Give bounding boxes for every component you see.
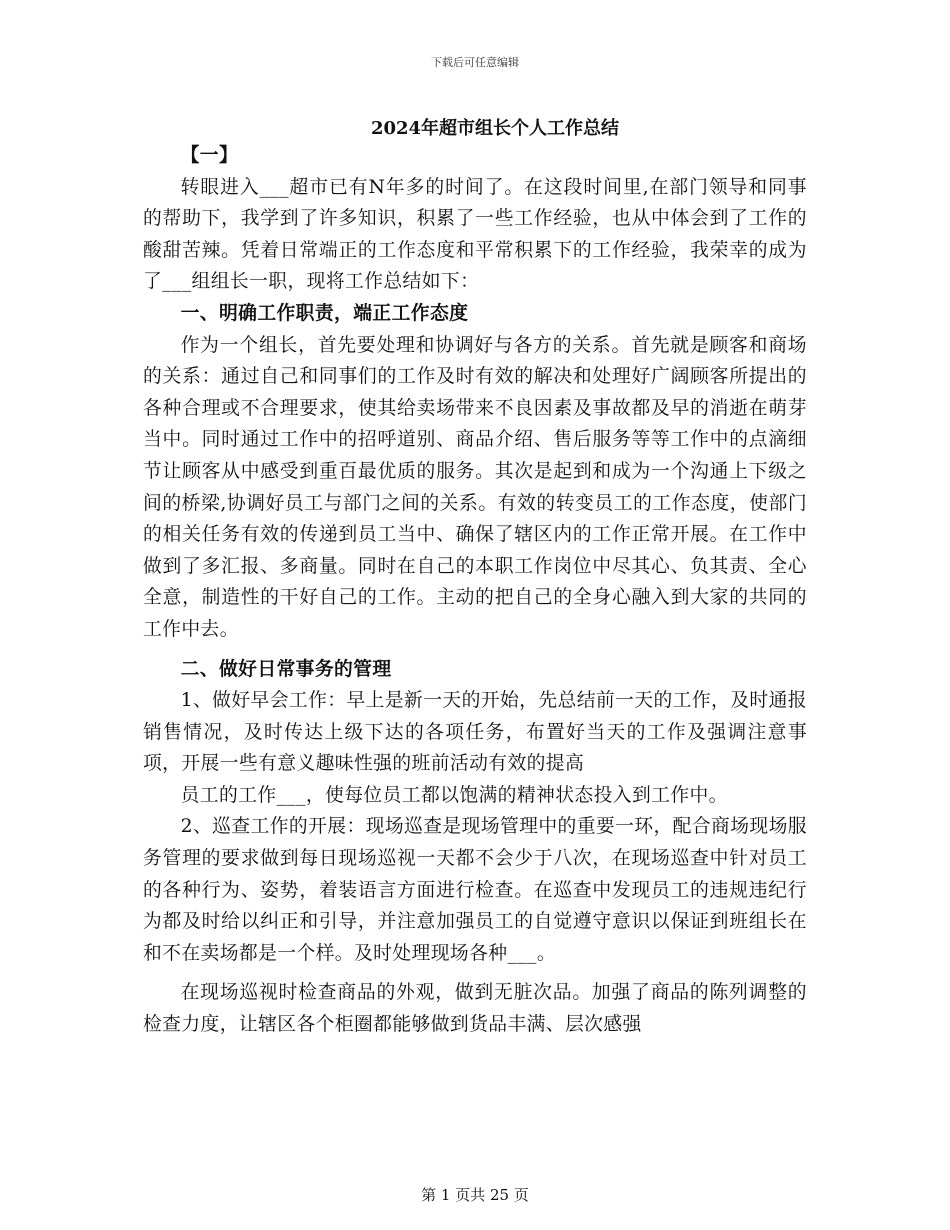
page-header-note: 下载后可任意编辑 (431, 56, 519, 69)
body-paragraph: 员工的工作___，使每位员工都以饱满的精神状态投入到工作中。 (180, 784, 728, 806)
section-marker: 【一】 (180, 144, 239, 166)
document-title: 2024年超市组长个人工作总结 (370, 118, 620, 139)
section-heading-1: 一、明确工作职责，端正工作态度 (180, 301, 469, 324)
section-heading-2: 二、做好日常事务的管理 (180, 657, 392, 680)
page-number: 第 1 页共 25 页 (421, 1186, 529, 1204)
body-paragraph: 作为一个组长，首先要处理和协调好与各方的关系。首先就是顾客和商场的关系：通过自己和同事们的工作及时有效的解决和处理好广阔顾客所提出的各种合理或不合理要求，使其给卖场带来不良因素及事故都及早的消逝在萌芽当中。同时通过工作中的招呼道别、商品介绍、售后服务等等工作中的点滴细节让顾客从中感受到重百最优质的服务。其次是起到和成为一个沟通上下级之间的桥梁,协调好员工与部门之间的关系。有效的转变员工的工作态度，使部门的相关任务有效的传递到员工当中、确保了辖区内的工作正常开展。在工作中做到了多汇报、多商量。同时在自己的本职工作岗位中尽其心、负其责、全心全意，制造性的干好自己的工作。主动的把自己的全身心融入到大家的共同的工作中去。 (143, 334, 807, 640)
document-body (143, 140, 807, 1041)
body-paragraph: 1、做好早会工作：早上是新一天的开始，先总结前一天的工作，及时通报销售情况，及时传达上级下达的各项任务，布置好当天的工作及强调注意事项，开展一些有意义趣味性强的班前活动有效的提高 (143, 690, 807, 775)
body-paragraph: 2、巡查工作的开展：现场巡查是现场管理中的重要一环，配合商场现场服务管理的要求做到每日现场巡视一天都不会少于八次，在现场巡查中针对员工的各种行为、姿势，着装语言方面进行检查。在巡查中发现员工的违规违纪行为都及时给以纠正和引导，并注意加强员工的自觉遵守意识以保证到班组长在和不在卖场都是一个样。及时处理现场各种___。 (143, 816, 807, 964)
intro-paragraph: 转眼进入___超市已有N年多的时间了。在这段时间里,在部门领导和同事的帮助下，我学到了许多知识，积累了一些工作经验，也从中体会到了工作的酸甜苦辣。凭着日常端正的工作态度和平常积累下的工作经验，我荣幸的成为了___组组长一职，现将工作总结如下： (143, 176, 807, 293)
body-paragraph: 在现场巡视时检查商品的外观，做到无脏次品。加强了商品的陈列调整的检查力度，让辖区各个柜圈都能够做到货品丰满、层次感强 (143, 982, 807, 1036)
